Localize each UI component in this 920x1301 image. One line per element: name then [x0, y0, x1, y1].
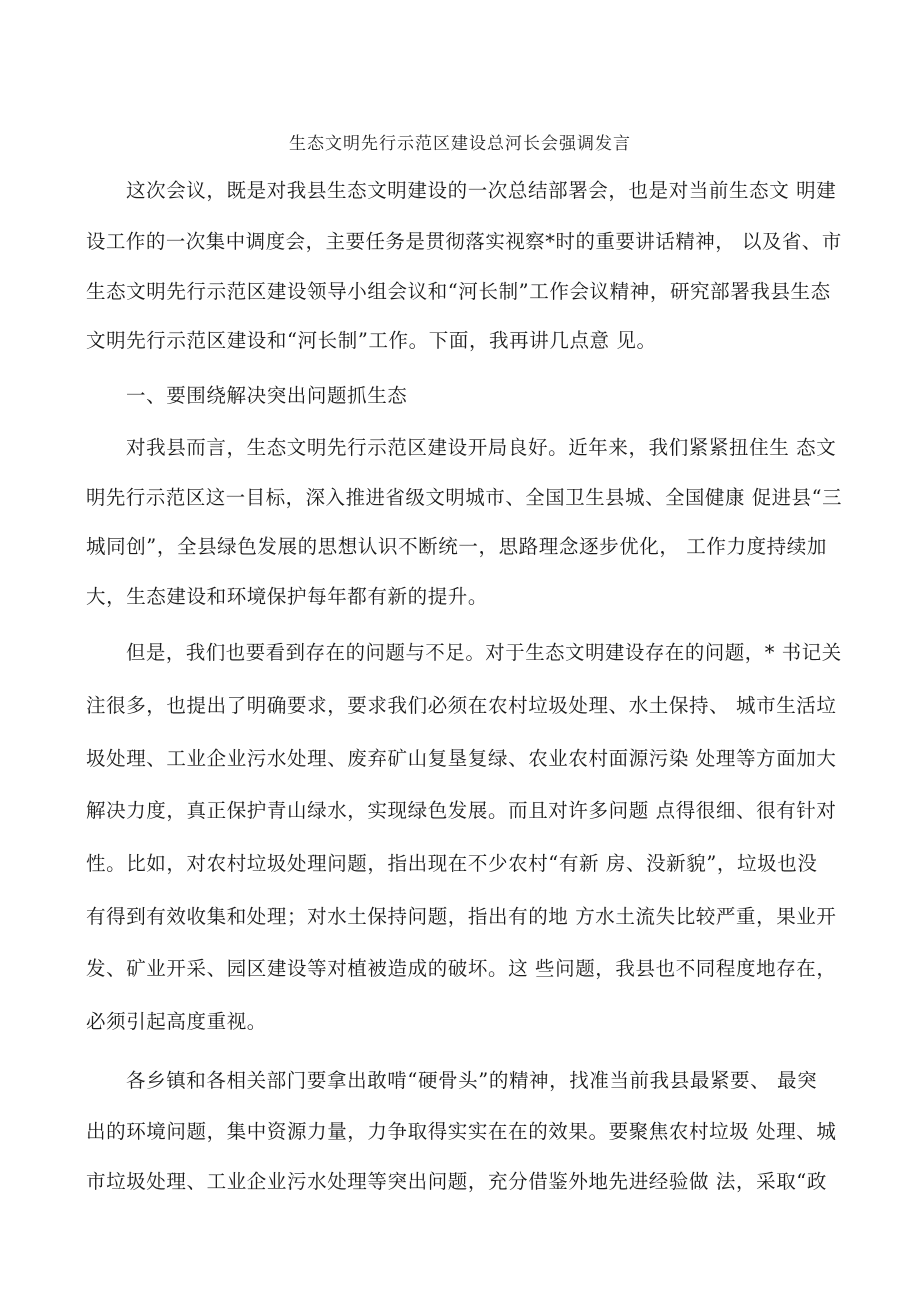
text-line: 圾处理、工业企业污水处理、废弃矿山复垦复绿、农业农村面源污染 处理等方面加大 [86, 747, 837, 770]
text-line: 文明先行示范区建设和“河长制”工作。下面，我再讲几点意 见。 [86, 329, 657, 352]
text-line: 必须引起高度重视。 [86, 1010, 267, 1033]
text-line: 对我县而言，生态文明先行示范区建设开局良好。近年来，我们紧紧扭住生 态文 [126, 436, 837, 459]
document-title: 生态文明先行示范区建设总河长会强调发言 [289, 134, 631, 154]
text-line: 明先行示范区这一目标，深入推进省级文明城市、全国卫生县城、全国健康 促进县“三 [86, 486, 843, 509]
text-line: 性。比如，对农村垃圾处理问题，指出现在不少农村“有新 房、没新貌”，垃圾也没 [86, 852, 818, 875]
section-heading: 一、要围绕解决突出问题抓生态 [126, 384, 408, 407]
text-line: 市垃圾处理、工业企业污水处理等突出问题，充分借鉴外地先进经验做 法，采取“政 [86, 1170, 827, 1193]
text-line: 设工作的一次集中调度会，主要任务是贯彻落实视察*时的重要讲话精神， 以及省、市 [86, 230, 842, 253]
text-line: 有得到有效收集和处理；对水土保持问题，指出有的地 方水土流失比较严重，果业开 [86, 905, 837, 928]
text-line: 生态文明先行示范区建设领导小组会议和“河长制”工作会议精神，研究部署我县生态 [86, 280, 831, 303]
text-line: 但是，我们也要看到存在的问题与不足。对于生态文明建设存在的问题，* 书记关 [126, 641, 842, 664]
text-line: 各乡镇和各相关部门要拿出敢啃“硬骨头”的精神，找准当前我县最紧要、 最突 [126, 1069, 818, 1092]
text-line: 大，生态建设和环境保护每年都有新的提升。 [86, 585, 489, 608]
text-line: 这次会议，既是对我县生态文明建设的一次总结部署会，也是对当前生态文 明建 [126, 179, 837, 202]
text-line: 出的环境问题，集中资源力量，力争取得实实在在的效果。要聚焦农村垃圾 处理、城 [86, 1120, 837, 1143]
text-line: 城同创”，全县绿色发展的思想认识不断统一，思路理念逐步优化， 工作力度持续加 [86, 535, 827, 558]
text-line: 发、矿业开采、园区建设等对植被造成的破坏。这 些问题，我县也不同程度地存在， [86, 957, 837, 980]
text-line: 解决力度，真正保护青山绿水，实现绿色发展。而且对许多问题 点得很细、很有针对 [86, 799, 837, 822]
text-line: 注很多，也提出了明确要求，要求我们必须在农村垃圾处理、水土保持、 城市生活垃 [86, 694, 837, 717]
